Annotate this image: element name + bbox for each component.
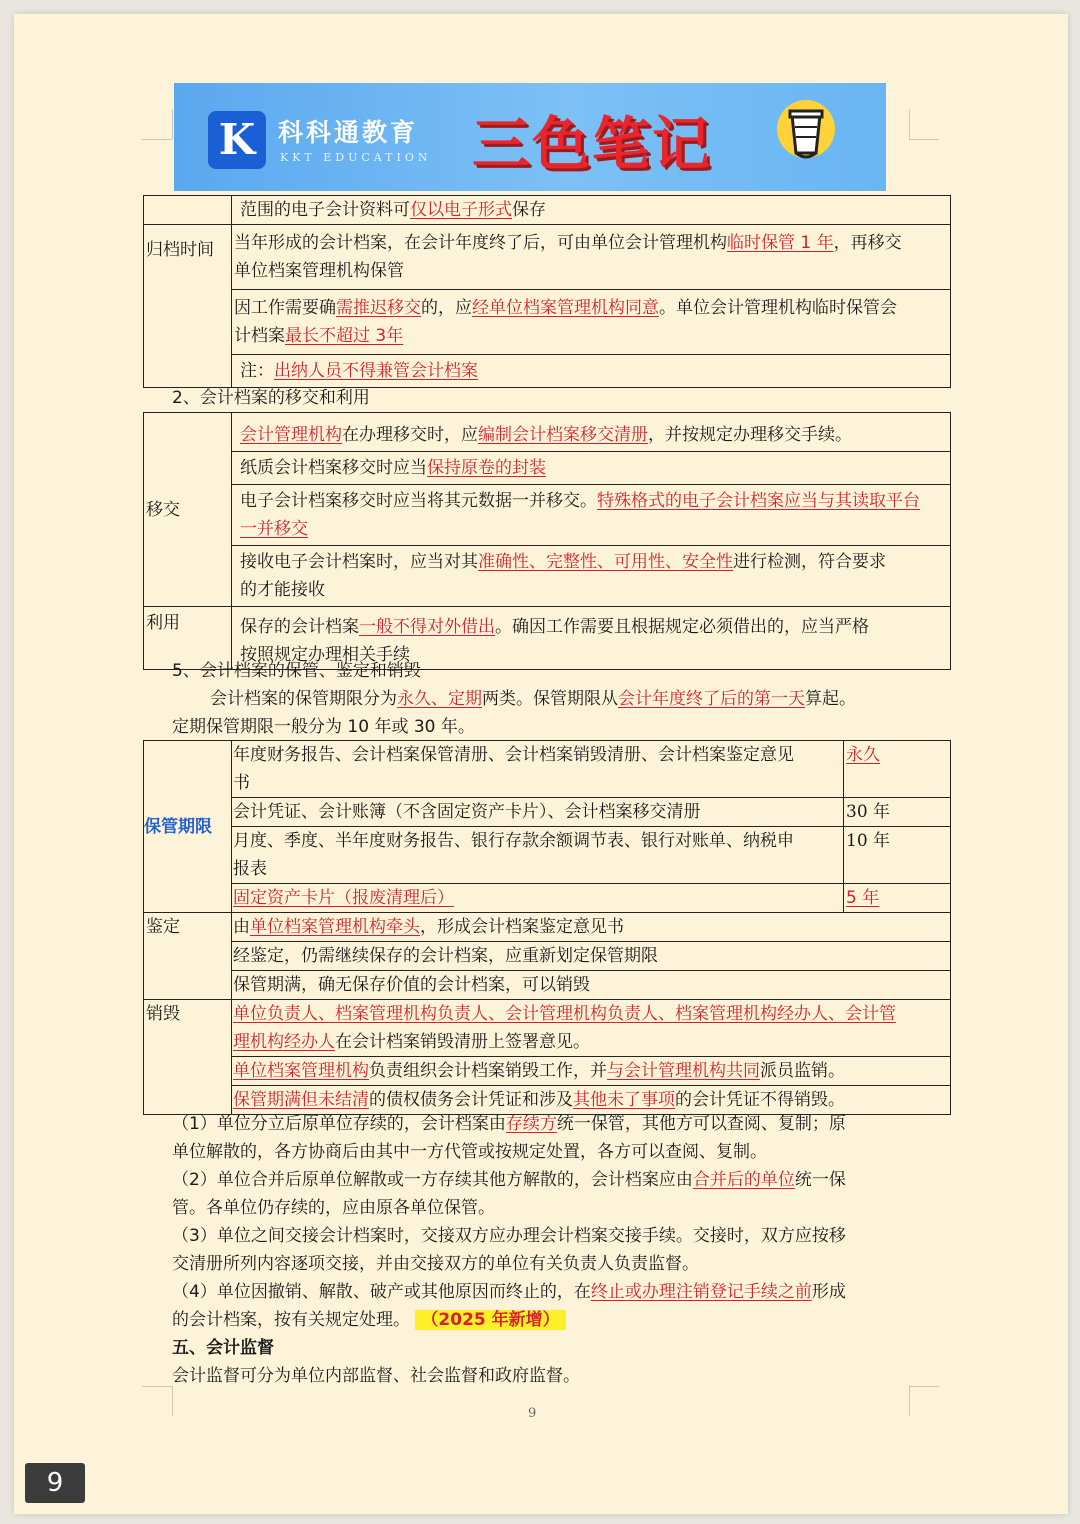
crop-mark: [142, 1386, 172, 1387]
archive-row-note: 注：出纳人员不得兼管会计档案: [232, 355, 951, 388]
period-item-2: 会计凭证、会计账簿（不含固定资产卡片）、会计档案移交清册: [232, 798, 844, 827]
header-banner: [174, 83, 886, 191]
crop-mark: [172, 1386, 173, 1416]
appraise-row-3: 保管期满，确无保存价值的会计档案，可以销毁: [232, 971, 951, 1000]
period-item-1: 年度财务报告、会计档案保管清册、会计档案销毁清册、会计档案鉴定意见 书: [232, 741, 844, 798]
storage-table: [143, 740, 951, 1115]
section-transfer-heading: 2、会计档案的移交和利用: [172, 388, 370, 408]
period-item-3: 月度、季度、半年度财务报告、银行存款余额调节表、银行对账单、纳税申 报表: [232, 827, 844, 884]
logo-english: KKT EDUCATION: [280, 151, 432, 164]
transfer-table: [143, 412, 951, 670]
logo-mark: K: [208, 111, 266, 169]
banner-title: 三色笔记: [472, 110, 713, 178]
destroy-row-2: 单位档案管理机构负责组织会计档案销毁工作，并与会计管理机构共同派员监销。: [232, 1057, 951, 1086]
appraise-row-1: 由单位档案管理机构牵头，形成会计档案鉴定意见书: [232, 913, 951, 942]
transfer-row-1: 会计管理机构在办理移交时，应编制会计档案移交清册，并按规定办理移交手续。: [232, 413, 951, 452]
section-storage-heading: 5、会计档案的保管、鉴定和销毁: [172, 661, 421, 681]
archive-table: [143, 195, 951, 388]
transfer-row-3: 电子会计档案移交时应当将其元数据一并移交。特殊格式的电子会计档案应当与其读取平台 一并移交: [232, 485, 951, 546]
section-five-text: 会计监督可分为单位内部监督、社会监督和政府监督。: [172, 1366, 580, 1386]
page-thumbnail-badge[interactable]: 9: [25, 1463, 85, 1503]
appraise-row-2: 经鉴定，仍需继续保存的会计档案，应重新划定保管期限: [232, 942, 951, 971]
paragraph-3: （3）单位之间交接会计档案时，交接双方应办理会计档案交接手续。交接时，双方应按移 交清册所列内容逐项交接，并由交接双方的单位有关负责人负责监督。: [172, 1226, 846, 1274]
paragraph-2: （2）单位合并后原单位解散或一方存续其他方解散的，会计档案应由合并后的单位统一保 管。各单位仍存续的，应由原各单位保管。: [172, 1170, 846, 1218]
pen-cup-icon: [776, 97, 836, 167]
crop-mark: [142, 139, 172, 140]
crop-mark: [909, 1386, 939, 1387]
destroy-row-1: 单位负责人、档案管理机构负责人、会计管理机构负责人、档案管理机构经办人、会计管 理机构经办人在会计档案销毁清册上签署意见。: [232, 1000, 951, 1057]
archive-time-label: 归档时间: [144, 225, 232, 388]
crop-mark: [909, 139, 939, 140]
destroy-label: 销毁: [144, 1000, 232, 1115]
storage-note: 定期保管期限一般分为 10 年或 30 年。: [172, 717, 475, 737]
archive-label-empty: [144, 196, 232, 225]
period-value-4: 5 年: [844, 884, 951, 913]
archive-row-temp: 当年形成的会计档案，在会计年度终了后，可由单位会计管理机构临时保管 1 年，再移交 单位档案管理机构保管: [232, 225, 951, 290]
period-value-3: 10 年: [844, 827, 951, 884]
paragraph-1: （1）单位分立后原单位存续的，会计档案由存续方统一保管，其他方可以查阅、复制；原 单位解散的，各方协商后由其中一方代管或按规定处置，各方可以查阅、复制。: [172, 1114, 846, 1162]
logo-chinese: 科科通教育: [278, 118, 419, 147]
transfer-row-2: 纸质会计档案移交时应当保持原卷的封装: [232, 452, 951, 485]
crop-mark: [172, 109, 173, 139]
transfer-row-4: 接收电子会计档案时，应当对其准确性、完整性、可用性、安全性进行检测，符合要求 的才能接收: [232, 546, 951, 607]
storage-period-label: 保管期限: [144, 741, 232, 913]
paragraph-4: （4）单位因撤销、解散、破产或其他原因而终止的，在终止或办理注销登记手续之前形成 的会计档案，按有关规定处理。 （2025 年新增）: [172, 1282, 846, 1330]
period-value-1: 永久: [844, 741, 951, 798]
crop-mark: [909, 1386, 910, 1416]
archive-row-scope: 范围的电子会计资料可仅以电子形式保存: [232, 196, 951, 225]
archive-row-delay: 因工作需要确需推迟移交的，应经单位档案管理机构同意。单位会计管理机构临时保管会 计档案最长不超过 3年: [232, 290, 951, 355]
new-2025-badge: （2025 年新增）: [415, 1310, 565, 1330]
period-value-2: 30 年: [844, 798, 951, 827]
page-number: 9: [528, 1406, 537, 1421]
use-row: 保存的会计档案一般不得对外借出。确因工作需要且根据规定必须借出的，应当严格 按照规定办理相关手续: [232, 607, 951, 670]
appraise-label: 鉴定: [144, 913, 232, 1000]
crop-mark: [909, 109, 910, 139]
period-item-4: 固定资产卡片（报废清理后）: [232, 884, 844, 913]
transfer-label: 移交: [144, 413, 232, 607]
storage-intro: 会计档案的保管期限分为永久、定期两类。保管期限从会计年度终了后的第一天算起。: [210, 689, 856, 709]
destroy-row-3: 保管期满但未结清的债权债务会计凭证和涉及其他未了事项的会计凭证不得销毁。: [232, 1086, 951, 1115]
section-five-heading: 五、会计监督: [172, 1338, 274, 1358]
use-label: 利用: [144, 607, 232, 670]
